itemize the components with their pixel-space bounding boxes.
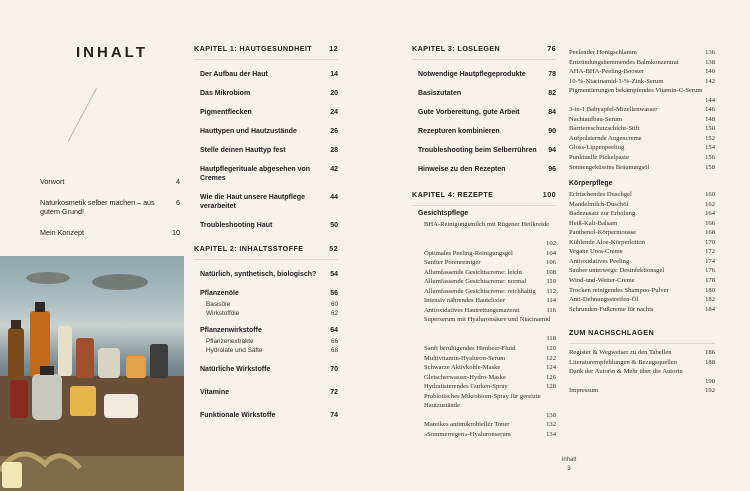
chapter-heading[interactable]: [412, 44, 556, 60]
toc-page: 56: [330, 290, 338, 297]
toc-page: 124: [546, 364, 556, 372]
toc-page: 132: [546, 421, 556, 429]
toc-page: 182: [705, 296, 715, 304]
toc-page: 144: [705, 96, 715, 104]
toc-row[interactable]: [569, 67, 715, 77]
toc-column-3: [569, 48, 715, 396]
recipe-list: [412, 220, 556, 439]
toc-page: 44: [330, 194, 338, 201]
toc-label: Entzündungshemmendes Balmkonzentrat: [569, 58, 679, 66]
toc-label: Antioxidatives Peeling: [569, 257, 630, 265]
toc-page: 54: [330, 271, 338, 278]
toc-label: Nachtaufbau-Serum: [569, 115, 623, 123]
toc-page: 108: [546, 268, 556, 276]
toc-page: 170: [705, 238, 715, 246]
toc-label: Sauber unterwegs: Desinfektionsgel: [569, 267, 665, 275]
toc-label: Basiszutaten: [418, 90, 462, 97]
toc-row[interactable]: [194, 326, 338, 335]
toc-page: 136: [705, 49, 715, 56]
toc-label: Mein Konzept: [40, 227, 84, 237]
toc-label: Barriereschutzschicht-Stift: [569, 125, 640, 133]
toc-label: Erfrischendes Duschgel: [569, 191, 632, 199]
toc-row[interactable]: [569, 276, 715, 286]
toc-row[interactable]: [424, 287, 556, 297]
toc-label: Funktionale Wirkstoffe: [200, 412, 276, 419]
toc-label: Der Aufbau der Haut: [200, 71, 268, 78]
toc-page: 4: [176, 177, 180, 186]
toc-row[interactable]: [412, 70, 556, 79]
toc-page: 192: [705, 387, 715, 395]
toc-page: 14: [330, 71, 338, 78]
toc-page: 188: [705, 358, 715, 366]
toc-page: 110: [546, 278, 556, 286]
toc-row[interactable]: [194, 108, 338, 117]
toc-page: 96: [548, 166, 556, 173]
toc-label: Anti-Dehnungsstreifen-Öl: [569, 296, 639, 304]
toc-label: Schwarze Aktivkohle-Maske: [424, 364, 501, 372]
toc-page: 112: [546, 287, 556, 295]
toc-label: Schrunden-Fußcreme für nachts: [569, 305, 654, 313]
toc-page: 164: [705, 210, 715, 218]
toc-row[interactable]: [424, 363, 556, 373]
toc-page: 106: [546, 259, 556, 267]
toc-label: Intensiv nährendes Hautelixier: [424, 297, 505, 305]
toc-label: Notwendige Hautpflegeprodukte: [418, 71, 526, 78]
toc-page: 130: [546, 411, 556, 419]
toc-page: 176: [705, 267, 715, 275]
toc-row[interactable]: [569, 228, 715, 238]
toc-label: Peelender Honigschlamm: [569, 49, 637, 56]
toc-subrow[interactable]: [194, 346, 338, 355]
toc-row[interactable]: [424, 258, 556, 268]
toc-page: 6: [176, 197, 180, 207]
toc-label: Multivitamin-Hyaluron-Serum: [424, 354, 506, 362]
chapter-title: KAPITEL 2: INHALTSSTOFFE: [194, 244, 304, 253]
toc-label: Natürliche Wirkstoffe: [200, 366, 271, 373]
toc-page: 134: [546, 430, 556, 438]
toc-row[interactable]: [424, 392, 556, 421]
toc-page: 20: [330, 90, 338, 97]
page-footer: [556, 456, 582, 474]
toc-page: 190: [705, 377, 715, 385]
toc-label: Pigmentierungen bekämpfendes Vitamin-C-Serum: [569, 87, 703, 95]
toc-row[interactable]: [569, 200, 715, 210]
toc-page: 104: [546, 249, 556, 257]
footer-label: Inhalt: [561, 457, 577, 463]
toc-label: Das Mikrobiom: [200, 90, 251, 97]
toc-row[interactable]: [569, 48, 715, 58]
toc-row[interactable]: [569, 163, 715, 173]
cosmetics-photo: [0, 256, 184, 491]
toc-label: Sanfter Porenreiniger: [424, 259, 481, 267]
toc-subrow[interactable]: [194, 300, 338, 309]
toc-row[interactable]: [569, 358, 715, 368]
toc-row[interactable]: [424, 315, 556, 344]
toc-label: Wind-und-Wetter-Creme: [569, 276, 635, 284]
toc-row[interactable]: [194, 193, 338, 211]
toc-label: Antioxidatives Hautrettungsmazerat: [424, 306, 520, 314]
toc-page: 70: [330, 366, 338, 373]
toc-row[interactable]: [569, 305, 715, 315]
toc-row[interactable]: [569, 209, 715, 219]
toc-row[interactable]: [424, 277, 556, 287]
toc-page: 118: [546, 335, 556, 343]
toc-row[interactable]: [569, 286, 715, 296]
toc-page: 94: [548, 147, 556, 154]
toc-row[interactable]: [194, 289, 338, 298]
bottles-illustration: [0, 256, 184, 491]
toc-label: Allumfassende Gesichtscreme: leicht: [424, 268, 523, 276]
toc-page: 26: [330, 128, 338, 135]
toc-page: 42: [330, 166, 338, 173]
toc-row[interactable]: [40, 198, 180, 217]
toc-page: 122: [546, 354, 556, 362]
chapter-page: 76: [547, 44, 556, 53]
toc-page: 114: [546, 297, 556, 305]
toc-row[interactable]: [569, 257, 715, 267]
page-number: 3: [567, 466, 571, 472]
toc-page: 140: [705, 68, 715, 76]
toc-label: AHA-BHA-Peeling-Booster: [569, 68, 645, 76]
toc-label: Wirkstofföle: [206, 310, 240, 317]
chapter-page: 52: [329, 244, 338, 253]
toc-label: Hydratisierendes Gurken-Spray: [424, 383, 508, 391]
toc-label: Vorwort: [40, 177, 65, 186]
toc-row[interactable]: [569, 219, 715, 229]
page-title: INHALT: [76, 44, 148, 61]
toc-row[interactable]: [194, 270, 338, 279]
toc-row[interactable]: [569, 124, 715, 134]
toc-page: 90: [548, 128, 556, 135]
chapter-heading[interactable]: [412, 190, 556, 206]
toc-label: Superserum mit Hyaluronsäure und Niacinamid: [424, 316, 551, 324]
toc-row[interactable]: [424, 420, 556, 430]
toc-page: 28: [330, 147, 338, 154]
toc-page: 150: [705, 125, 715, 133]
toc-row[interactable]: [424, 354, 556, 364]
toc-page: 158: [705, 163, 715, 171]
toc-label: Trocken reinigendes Shampoo-Pulver: [569, 286, 669, 294]
toc-row[interactable]: [569, 115, 715, 125]
toc-row[interactable]: [569, 105, 715, 115]
left-toc: [40, 177, 180, 248]
toc-page: 10: [172, 227, 180, 237]
toc-page: 172: [705, 248, 715, 256]
toc-row[interactable]: [194, 365, 338, 374]
toc-label: Kühlende Aloe-Körperlotion: [569, 238, 645, 246]
toc-page: 60: [330, 301, 338, 308]
toc-row[interactable]: [40, 177, 180, 187]
toc-row[interactable]: [569, 386, 715, 396]
toc-row[interactable]: [194, 165, 338, 183]
chapter-page: 100: [542, 190, 556, 199]
toc-page: 72: [330, 389, 338, 396]
toc-row[interactable]: [194, 146, 338, 155]
toc-label: Heiß-Kalt-Balsam: [569, 219, 618, 227]
toc-column-1: [194, 44, 338, 420]
toc-subrow[interactable]: [194, 309, 338, 318]
toc-label: Gute Vorbereitung, gute Arbeit: [418, 109, 520, 116]
toc-page: 178: [705, 276, 715, 284]
toc-label: Dank der Autorin & Mehr über die Autorin: [569, 368, 683, 376]
toc-page: 184: [705, 305, 715, 313]
toc-row[interactable]: [194, 70, 338, 79]
toc-row[interactable]: [569, 143, 715, 153]
toc-column-2: [412, 44, 556, 439]
section-heading: Körperpflege: [569, 180, 613, 188]
toc-row[interactable]: [424, 306, 556, 316]
toc-row[interactable]: [424, 249, 556, 259]
toc-page: 146: [705, 106, 715, 114]
toc-page: 128: [546, 383, 556, 391]
toc-row[interactable]: [569, 153, 715, 163]
toc-page: 64: [330, 327, 338, 334]
toc-label: Badezusatz zur Erholung: [569, 210, 636, 218]
toc-page: 50: [330, 222, 338, 229]
toc-label: Gloss-Lippenpeeling: [569, 144, 625, 152]
toc-row[interactable]: [424, 344, 556, 354]
toc-row[interactable]: [412, 89, 556, 98]
toc-row[interactable]: [569, 367, 715, 386]
toc-row[interactable]: [412, 165, 556, 174]
chapter-title: KAPITEL 4: REZEPTE: [412, 190, 494, 199]
toc-row[interactable]: [569, 190, 715, 200]
toc-page: 126: [546, 373, 556, 381]
toc-label: Vitamine: [200, 389, 230, 396]
toc-label: 10-%-Niacinamid-1-%-Zink-Serum: [569, 77, 664, 85]
toc-label: Basisöle: [206, 301, 231, 308]
toc-page: 142: [705, 77, 715, 85]
toc-label: Punktuelle Pickelpaste: [569, 153, 629, 161]
toc-page: 116: [546, 306, 556, 314]
toc-row[interactable]: [194, 221, 338, 230]
toc-label: Allumfassende Gesichtscreme: reichhaltig: [424, 287, 536, 295]
toc-page: 82: [548, 90, 556, 97]
toc-row[interactable]: [194, 388, 338, 397]
chapter-page: 12: [329, 44, 338, 53]
toc-label: Gletscherwasser-Hydro-Maske: [424, 373, 506, 381]
toc-label: BHA-Reinigungsmilch mit Rügener Heilkreide: [424, 221, 550, 228]
chapter-title: ZUM NACHSCHLAGEN: [569, 328, 655, 338]
toc-label: Hautpflegerituale abgesehen von Cremes: [200, 166, 311, 182]
toc-label: Sanft beruhigendes Himbeer-Fluid: [424, 345, 516, 353]
toc-page: 68: [330, 347, 338, 354]
toc-page: 166: [705, 219, 715, 227]
toc-label: Naturkosmetik selber machen – aus gutem Grund!: [40, 197, 155, 216]
toc-label: Aufpolsternde Augencreme: [569, 134, 642, 142]
toc-page: 160: [705, 191, 715, 199]
toc-row[interactable]: [569, 238, 715, 248]
toc-page: 152: [705, 134, 715, 142]
toc-page: 156: [705, 153, 715, 161]
toc-row[interactable]: [569, 134, 715, 144]
toc-label: »Sommerregen«-Hyaluronserum: [424, 430, 511, 438]
toc-page: 84: [548, 109, 556, 116]
toc-page: 162: [705, 200, 715, 208]
toc-row[interactable]: [194, 411, 338, 420]
chapter-heading[interactable]: [194, 44, 338, 60]
toc-label: Sonnengeküsstes Bräunungsöl: [569, 163, 650, 171]
toc-label: Pflanzenwirkstoffe: [200, 327, 262, 334]
toc-page: 174: [705, 257, 715, 265]
toc-label: Mandelmilch-Duschöl: [569, 200, 629, 208]
toc-row[interactable]: [424, 220, 556, 249]
toc-label: Probiotisches Mikrobiom-Spray für gereizte Hautzustände: [424, 392, 541, 410]
toc-label: Pflanzenextrakte: [206, 338, 254, 345]
toc-page: 24: [330, 109, 338, 116]
toc-label: Register & Wegweiser zu den Tabellen: [569, 349, 672, 357]
toc-row[interactable]: [194, 89, 338, 98]
toc-row[interactable]: [424, 382, 556, 392]
toc-row[interactable]: [412, 146, 556, 155]
toc-row[interactable]: [412, 108, 556, 117]
toc-label: Rezepturen kombinieren: [418, 128, 500, 135]
chapter-title: KAPITEL 3: LOSLEGEN: [412, 44, 501, 53]
toc-label: 3-in-1 Babyapfel-Mizellenwasser: [569, 106, 658, 114]
toc-row[interactable]: [194, 127, 338, 136]
toc-row[interactable]: [569, 247, 715, 257]
toc-label: Pigmentflecken: [200, 109, 252, 116]
toc-page: 102: [546, 240, 556, 248]
toc-subrow[interactable]: [194, 337, 338, 346]
toc-page: 148: [705, 115, 715, 123]
toc-page: 66: [330, 338, 338, 345]
toc-page: 154: [705, 144, 715, 152]
chapter-heading[interactable]: [194, 244, 338, 260]
toc-label: Stelle deinen Hauttyp fest: [200, 147, 286, 154]
chapter-title: KAPITEL 1: HAUTGESUNDHEIT: [194, 44, 313, 53]
toc-label: Impressum: [569, 387, 599, 395]
toc-row[interactable]: [569, 86, 715, 105]
toc-row[interactable]: [424, 430, 556, 440]
toc-row[interactable]: [569, 77, 715, 87]
toc-label: Pflanzenöle: [200, 290, 239, 297]
toc-row[interactable]: [424, 268, 556, 278]
toc-label: Hinweise zu den Rezepten: [418, 166, 506, 173]
decorative-line: [68, 88, 97, 141]
chapter-heading[interactable]: [569, 328, 715, 344]
toc-label: Natürlich, synthetisch, biologisch?: [200, 271, 317, 278]
toc-row[interactable]: [569, 348, 715, 358]
toc-label: Troubleshooting Haut: [200, 222, 273, 229]
toc-row[interactable]: [424, 373, 556, 383]
toc-page: 74: [330, 412, 338, 419]
toc-label: Mareikes antimikrobieller Toner: [424, 421, 510, 429]
toc-label: Wie die Haut unsere Hautpflege verarbeitet: [200, 194, 305, 210]
toc-row[interactable]: [40, 228, 180, 238]
toc-page: 120: [546, 345, 556, 353]
section-heading: Gesichtspflege: [418, 210, 469, 217]
toc-label: Optimales Peeling-Reinigungsgel: [424, 249, 513, 257]
toc-page: 168: [705, 229, 715, 237]
toc-row[interactable]: [424, 296, 556, 306]
toc-row[interactable]: [569, 295, 715, 305]
toc-page: 180: [705, 286, 715, 294]
toc-label: Troubleshooting beim Selberrühren: [418, 147, 537, 154]
toc-label: Allumfassende Gesichtscreme: normal: [424, 278, 527, 286]
toc-page: 138: [705, 58, 715, 66]
toc-label: Panthenol-Körpermousse: [569, 229, 637, 237]
toc-row[interactable]: [569, 266, 715, 276]
toc-row[interactable]: [412, 127, 556, 136]
toc-page: 62: [330, 310, 338, 317]
toc-label: Hauttypen und Hautzustände: [200, 128, 297, 135]
toc-label: Literaturempfehlungen & Bezugsquellen: [569, 358, 678, 366]
toc-row[interactable]: [569, 58, 715, 68]
toc-page: 186: [705, 349, 715, 357]
toc-page: 78: [548, 71, 556, 78]
toc-label: Hydrolate und Säfte: [206, 347, 263, 354]
toc-label: Vegane Urea-Creme: [569, 248, 623, 256]
